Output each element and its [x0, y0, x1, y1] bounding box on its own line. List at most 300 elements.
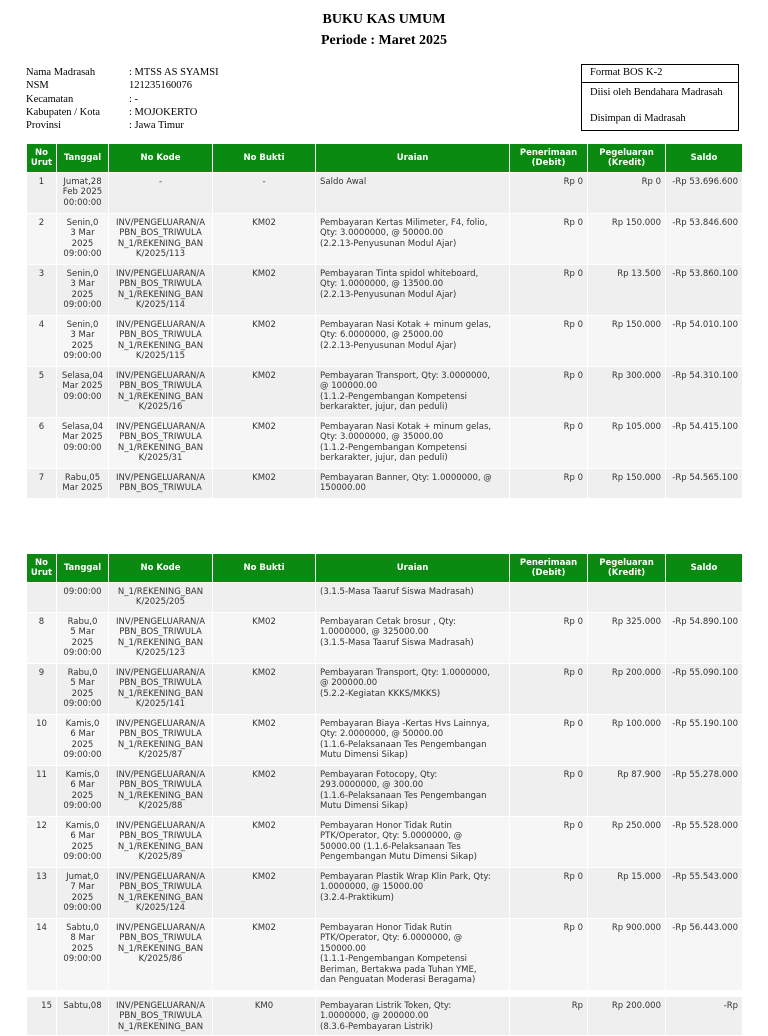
cell-line: 50000.00 (1.1.6-Pelaksanaan Tes [320, 841, 461, 852]
cell-line: N_1/REKENING_BAN [117, 1021, 204, 1032]
document-period: Periode : Maret 2025 [320, 33, 448, 48]
cell-line: N_1/REKENING_BAN [117, 289, 204, 300]
row-date [57, 868, 109, 919]
cell-line: 7 Mar [70, 882, 95, 893]
row-debit: Rp 0 [510, 715, 588, 766]
row-balance: -Rp 54.415.100 [666, 418, 743, 469]
row-debit: Rp 0 [510, 664, 588, 715]
cell-line: Mar 2025 [62, 432, 103, 443]
cell-line: 09:00:00 [63, 954, 102, 965]
row-code [109, 418, 213, 469]
cell-line: PTK/Operator, Qty: 5.0000000, @ [320, 831, 463, 842]
row-code [109, 173, 213, 214]
table-row [27, 583, 743, 613]
cell-line: 09:00:00 [63, 300, 102, 311]
row-description [316, 997, 510, 1036]
info-value: : Jawa Timur [129, 120, 184, 132]
row-proof-number: KM02 [213, 469, 316, 499]
row-balance: -Rp 54.565.100 [666, 469, 743, 499]
row-credit: Rp 0 [588, 173, 666, 214]
cell-line: (2.2.13-Penyusunan Modul Ajar) [320, 289, 457, 300]
info-value: 121235160076 [129, 80, 192, 92]
row-proof-number: KM02 [213, 766, 316, 817]
table-row [27, 817, 743, 868]
cell-line: Pembayaran Cetak brosur , Qty: [320, 617, 456, 627]
cell-line: Jumat,28 [63, 177, 102, 187]
row-number: 2 [27, 214, 57, 265]
cell-line: Kamis,0 [65, 821, 100, 831]
cell-line: PBN_BOS_TRIWULA [119, 279, 202, 290]
row-date [57, 919, 109, 991]
cell-line: 09:00:00 [63, 852, 102, 863]
row-number: 9 [27, 664, 57, 715]
cell-line: N_1/REKENING_BAN [117, 587, 204, 597]
row-number [27, 583, 57, 613]
row-description [316, 664, 510, 715]
row-date [57, 766, 109, 817]
row-date [57, 418, 109, 469]
format-stored-at: Disimpan di Madrasah [590, 113, 686, 124]
cell-line: Senin,0 [66, 320, 99, 330]
row-debit: Rp 0 [510, 214, 588, 265]
row-debit: Rp 0 [510, 173, 588, 214]
cell-line: 2025 [71, 340, 94, 351]
cell-line: INV/PENGELUARAN/A [115, 719, 206, 729]
row-description [316, 214, 510, 265]
row-date [57, 583, 109, 613]
cell-line: PBN_BOS_TRIWULA [119, 933, 202, 944]
row-number: 3 [27, 265, 57, 316]
row-credit: Rp 13.500 [588, 265, 666, 316]
table-header-row [27, 554, 743, 583]
row-credit: Rp 325.000 [588, 613, 666, 664]
row-balance: -Rp 55.278.000 [666, 766, 743, 817]
column-header-no-kode: No Kode [109, 554, 213, 583]
cell-line: 2025 [71, 238, 94, 249]
row-credit: Rp 150.000 [588, 469, 666, 499]
cell-line: (2.2.13-Penyusunan Modul Ajar) [320, 238, 457, 249]
row-description [316, 418, 510, 469]
cell-line: Sabtu,08 [63, 1001, 102, 1011]
table-row [27, 715, 743, 766]
cell-line: 09:00:00 [63, 351, 102, 362]
cell-line: N_1/REKENING_BAN [117, 688, 204, 699]
row-credit: Rp 200.000 [588, 997, 666, 1036]
column-header-penerimaan: Penerimaan (Debit) [510, 144, 588, 173]
row-credit: Rp 900.000 [588, 919, 666, 991]
row-code [109, 613, 213, 664]
cell-line: 6 Mar [70, 831, 95, 842]
cell-line: Senin,0 [66, 218, 99, 228]
row-credit: Rp 105.000 [588, 418, 666, 469]
cell-line: Qty: 6.0000000, @ 25000.00 [320, 330, 444, 341]
cell-line: N_1/REKENING_BAN [117, 841, 204, 852]
cell-line: 09:00:00 [63, 442, 102, 453]
row-proof-number: KM02 [213, 664, 316, 715]
cell-line: N_1/REKENING_BAN [117, 340, 204, 351]
table-row [27, 613, 743, 664]
cell-line: dan Penguatan Moderasi Beragama) [320, 975, 476, 986]
column-header-no-urut: No Urut [27, 144, 57, 173]
row-number: 8 [27, 613, 57, 664]
cell-line: Qty: 2.0000000, @ 50000.00 [320, 729, 444, 740]
row-proof-number: KM02 [213, 715, 316, 766]
row-proof-number: KM02 [213, 418, 316, 469]
row-proof-number: KM02 [213, 613, 316, 664]
row-number: 1 [27, 173, 57, 214]
cell-line: berkarakter, jujur, dan peduli) [320, 453, 448, 464]
row-credit: Rp 250.000 [588, 817, 666, 868]
row-debit [510, 583, 588, 613]
row-description [316, 868, 510, 919]
cell-line: 150000.00 [320, 483, 366, 494]
cell-line: Pembayaran Nasi Kotak + minum gelas, [320, 320, 492, 330]
row-debit: Rp 0 [510, 868, 588, 919]
row-code [109, 817, 213, 868]
cell-line: 09:00:00 [63, 249, 102, 260]
cell-line: (3.1.5-Masa Taaruf Siswa Madrasah) [320, 587, 474, 597]
cell-line: K/2025/89 [138, 852, 183, 863]
cell-line: 150000.00 [320, 943, 366, 954]
row-balance: -Rp 55.190.100 [666, 715, 743, 766]
row-debit: Rp 0 [510, 316, 588, 367]
row-number: 15 [27, 997, 57, 1036]
row-credit: Rp 150.000 [588, 214, 666, 265]
cell-line: 8 Mar [70, 933, 95, 944]
column-header-saldo: Saldo [666, 144, 743, 173]
cell-line: Qty: 3.0000000, @ 35000.00 [320, 432, 444, 443]
cell-line: Pembayaran Honor Tidak Rutin [320, 923, 452, 933]
cell-line: Beriman, Bertakwa pada Tuhan YME, [320, 964, 477, 975]
cell-line: Pembayaran Nasi Kotak + minum gelas, [320, 422, 492, 432]
format-box-divider [582, 82, 738, 83]
row-code [109, 868, 213, 919]
row-date [57, 173, 109, 214]
cell-line: Feb 2025 [62, 187, 103, 198]
table-row [27, 766, 743, 817]
row-debit: Rp 0 [510, 766, 588, 817]
column-header-penerimaan: Penerimaan (Debit) [510, 554, 588, 583]
cash-book-table-page-2 [26, 553, 743, 991]
row-balance: -Rp 55.090.100 [666, 664, 743, 715]
column-header-pengeluaran: Pegeluaran (Kredit) [588, 554, 666, 583]
cell-line: 3 Mar [70, 228, 95, 239]
cell-line: Mar 2025 [62, 483, 103, 494]
row-credit: Rp 300.000 [588, 367, 666, 418]
cell-line: K/2025/205 [135, 597, 186, 608]
row-code [109, 664, 213, 715]
cell-line: INV/PENGELUARAN/A [115, 320, 206, 330]
cell-line: K/2025/123 [135, 648, 186, 659]
info-value: : - [129, 93, 139, 105]
format-box [581, 64, 739, 131]
row-code [109, 214, 213, 265]
row-debit: Rp 0 [510, 367, 588, 418]
cell-line: K/2025/88 [138, 801, 183, 812]
cell-line: PBN_BOS_TRIWULA [119, 432, 202, 443]
row-proof-number: KM02 [213, 265, 316, 316]
row-description [316, 265, 510, 316]
row-date [57, 265, 109, 316]
cell-line: 5 Mar [70, 627, 95, 638]
cell-line: 09:00:00 [63, 648, 102, 659]
cell-line: Selasa,04 [61, 422, 104, 432]
cell-line: Kamis,0 [65, 770, 100, 780]
cash-book-table-page-3 [26, 996, 743, 1036]
table-row [27, 214, 743, 265]
cell-line: - [158, 177, 163, 187]
row-debit: Rp 0 [510, 469, 588, 499]
row-number: 4 [27, 316, 57, 367]
cell-line: K/2025/124 [135, 903, 186, 914]
row-proof-number: KM02 [213, 316, 316, 367]
cell-line: N_1/REKENING_BAN [117, 238, 204, 249]
row-proof-number [213, 583, 316, 613]
cell-line: (8.3.6-Pembayaran Listrik) [320, 1021, 433, 1032]
cell-line: 6 Mar [70, 780, 95, 791]
row-date [57, 817, 109, 868]
row-description [316, 469, 510, 499]
cell-line: INV/PENGELUARAN/A [115, 617, 206, 627]
cell-line: Pembayaran Tinta spidol whiteboard, [320, 269, 479, 279]
row-credit: Rp 100.000 [588, 715, 666, 766]
cell-line: (1.1.2-Pengembangan Kompetensi [320, 391, 468, 402]
cell-line: Saldo Awal [320, 177, 367, 187]
cell-line: PBN_BOS_TRIWULA [119, 831, 202, 842]
row-proof-number: KM02 [213, 367, 316, 418]
cell-line: PBN_BOS_TRIWULA [119, 780, 202, 791]
row-description [316, 316, 510, 367]
row-proof-number: KM02 [213, 919, 316, 991]
row-number: 14 [27, 919, 57, 991]
table-row [27, 997, 743, 1036]
row-number: 13 [27, 868, 57, 919]
cell-line: Sabtu,0 [66, 923, 99, 933]
cell-line: 09:00:00 [63, 903, 102, 914]
cell-line: INV/PENGELUARAN/A [115, 668, 206, 678]
info-label: Kecamatan [26, 93, 74, 105]
cell-line: PBN_BOS_TRIWULA [119, 1011, 202, 1022]
row-description [316, 919, 510, 991]
row-credit: Rp 150.000 [588, 316, 666, 367]
column-header-no-bukti: No Bukti [213, 554, 316, 583]
row-date [57, 613, 109, 664]
cell-line: Qty: 3.0000000, @ 50000.00 [320, 228, 444, 239]
column-header-uraian: Uraian [316, 554, 510, 583]
cell-line: @ 200000.00 [320, 678, 378, 689]
cell-line: INV/PENGELUARAN/A [115, 770, 206, 780]
cell-line: Jumat,0 [66, 872, 99, 882]
cell-line: PBN_BOS_TRIWULA [119, 627, 202, 638]
row-code [109, 997, 213, 1036]
cell-line: Pembayaran Biaya -Kertas Hvs Lainnya, [320, 719, 490, 729]
document-title: BUKU KAS UMUM [322, 12, 446, 27]
row-date [57, 715, 109, 766]
row-proof-number: - [213, 173, 316, 214]
cell-line: INV/PENGELUARAN/A [115, 821, 206, 831]
cell-line: (3.1.5-Masa Taaruf Siswa Madrasah) [320, 637, 474, 648]
cell-line: Rabu,05 [64, 473, 101, 483]
row-proof-number: KM02 [213, 214, 316, 265]
table-row [27, 173, 743, 214]
cell-line: Pembayaran Transport, Qty: 1.0000000, [320, 668, 490, 678]
row-number: 12 [27, 817, 57, 868]
cell-line: (5.2.2-Kegiatan KKKS/MKKS) [320, 688, 441, 699]
cash-book-table-page-1 [26, 143, 743, 499]
row-number: 11 [27, 766, 57, 817]
cell-line: Pembayaran Plastik Wrap Klin Park, Qty: [320, 872, 491, 882]
cell-line: 5 Mar [70, 678, 95, 689]
cell-line: INV/PENGELUARAN/A [115, 371, 206, 381]
row-description [316, 613, 510, 664]
cell-line: Mutu Dimensi Sikap) [320, 750, 408, 761]
row-code [109, 469, 213, 499]
cell-line: 2025 [71, 892, 94, 903]
row-date [57, 316, 109, 367]
cell-line: 293.0000000, @ 300.00 [320, 780, 424, 791]
cell-line: INV/PENGELUARAN/A [115, 872, 206, 882]
row-credit [588, 583, 666, 613]
cell-line: 09:00:00 [63, 587, 102, 597]
row-description [316, 715, 510, 766]
row-debit: Rp [510, 997, 588, 1036]
row-balance: -Rp [666, 997, 743, 1036]
cell-line: INV/PENGELUARAN/A [115, 269, 206, 279]
row-credit: Rp 15.000 [588, 868, 666, 919]
cell-line: berkarakter, jujur, dan peduli) [320, 402, 448, 413]
cell-line: INV/PENGELUARAN/A [115, 1001, 206, 1011]
cell-line: (1.1.2-Pengembangan Kompetensi [320, 442, 468, 453]
row-code [109, 583, 213, 613]
row-balance: -Rp 53.846.600 [666, 214, 743, 265]
cell-line: N_1/REKENING_BAN [117, 790, 204, 801]
cell-line: (1.1.6-Pelaksanaan Tes Pengembangan [320, 790, 487, 801]
row-balance: -Rp 54.010.100 [666, 316, 743, 367]
cell-line: Rabu,0 [67, 617, 98, 627]
cell-line: K/2025/86 [138, 954, 183, 965]
cell-line: Pembayaran Banner, Qty: 1.0000000, @ [320, 473, 492, 483]
row-number: 10 [27, 715, 57, 766]
cell-line: PBN_BOS_TRIWULA [119, 330, 202, 341]
cell-line: Mar 2025 [62, 381, 103, 392]
row-debit: Rp 0 [510, 265, 588, 316]
row-code [109, 919, 213, 991]
row-description [316, 173, 510, 214]
cell-line: 2025 [71, 637, 94, 648]
table-row [27, 418, 743, 469]
row-balance: -Rp 54.890.100 [666, 613, 743, 664]
row-date [57, 367, 109, 418]
row-proof-number: KM02 [213, 868, 316, 919]
cell-line: PBN_BOS_TRIWULA [119, 882, 202, 893]
cell-line: K/2025/141 [135, 699, 186, 710]
info-label: NSM [26, 80, 49, 92]
cell-line: Senin,0 [66, 269, 99, 279]
cell-line: PBN_BOS_TRIWULA [119, 678, 202, 689]
row-credit: Rp 87.900 [588, 766, 666, 817]
cell-line: Qty: 1.0000000, @ 13500.00 [320, 279, 444, 290]
table-row [27, 868, 743, 919]
column-header-no-urut: No Urut [27, 554, 57, 583]
column-header-tanggal: Tanggal [57, 144, 109, 173]
cell-line: 2025 [71, 688, 94, 699]
column-header-saldo: Saldo [666, 554, 743, 583]
cell-line: 09:00:00 [63, 801, 102, 812]
row-debit: Rp 0 [510, 919, 588, 991]
cell-line: N_1/REKENING_BAN [117, 637, 204, 648]
row-balance [666, 583, 743, 613]
cell-line: 2025 [71, 841, 94, 852]
cell-line: INV/PENGELUARAN/A [115, 473, 206, 483]
row-balance: -Rp 53.860.100 [666, 265, 743, 316]
cell-line: 00:00:00 [63, 197, 102, 208]
cell-line: (3.2.4-Praktikum) [320, 892, 394, 903]
table-row [27, 919, 743, 991]
table-header-row [27, 144, 743, 173]
cell-line: 1.0000000, @ 200000.00 [320, 1011, 429, 1022]
format-code: Format BOS K-2 [590, 67, 663, 78]
cell-line: N_1/REKENING_BAN [117, 442, 204, 453]
cell-line: INV/PENGELUARAN/A [115, 923, 206, 933]
info-label: Provinsi [26, 120, 62, 132]
table-row [27, 664, 743, 715]
cell-line: 3 Mar [70, 279, 95, 290]
row-number: 7 [27, 469, 57, 499]
row-code [109, 316, 213, 367]
cell-line: Pengembangan Mutu Dimensi Sikap) [320, 852, 477, 863]
info-label: Kabupaten / Kota [26, 106, 101, 118]
cell-line: 09:00:00 [63, 750, 102, 761]
cell-line: 2025 [71, 739, 94, 750]
row-date [57, 214, 109, 265]
cell-line: PBN_BOS_TRIWULA [119, 381, 202, 392]
cell-line: (1.1.6-Pelaksanaan Tes Pengembangan [320, 739, 487, 750]
row-balance: -Rp 56.443.000 [666, 919, 743, 991]
row-code [109, 766, 213, 817]
cell-line: N_1/REKENING_BAN [117, 739, 204, 750]
cell-line: 1.0000000, @ 15000.00 [320, 882, 424, 893]
cell-line: Pembayaran Honor Tidak Rutin [320, 821, 452, 831]
info-value: : MOJOKERTO [129, 106, 198, 118]
row-balance: -Rp 53.696.600 [666, 173, 743, 214]
column-header-no-bukti: No Bukti [213, 144, 316, 173]
cell-line: Kamis,0 [65, 719, 100, 729]
cell-line: @ 100000.00 [320, 381, 378, 392]
column-header-uraian: Uraian [316, 144, 510, 173]
row-debit: Rp 0 [510, 817, 588, 868]
row-description [316, 766, 510, 817]
table-row [27, 367, 743, 418]
info-label: Nama Madrasah [26, 67, 96, 78]
cell-line: PTK/Operator, Qty: 6.0000000, @ [320, 933, 463, 944]
row-proof-number: KM0 [213, 997, 316, 1036]
cell-line: PBN_BOS_TRIWULA [119, 729, 202, 740]
row-number: 6 [27, 418, 57, 469]
cell-line: (1.1.1-Pengembangan Kompetensi [320, 954, 468, 965]
cell-line: K/2025/115 [135, 351, 186, 362]
cell-line: INV/PENGELUARAN/A [115, 218, 206, 228]
cell-line: K/2025/114 [135, 300, 186, 311]
row-credit: Rp 200.000 [588, 664, 666, 715]
row-balance: -Rp 55.543.000 [666, 868, 743, 919]
column-header-tanggal: Tanggal [57, 554, 109, 583]
cell-line: 2025 [71, 289, 94, 300]
column-header-no-kode: No Kode [109, 144, 213, 173]
table-row [27, 265, 743, 316]
cell-line: 1.0000000, @ 325000.00 [320, 627, 429, 638]
cell-line: Rabu,0 [67, 668, 98, 678]
info-value: : MTSS AS SYAMSI [129, 67, 219, 78]
